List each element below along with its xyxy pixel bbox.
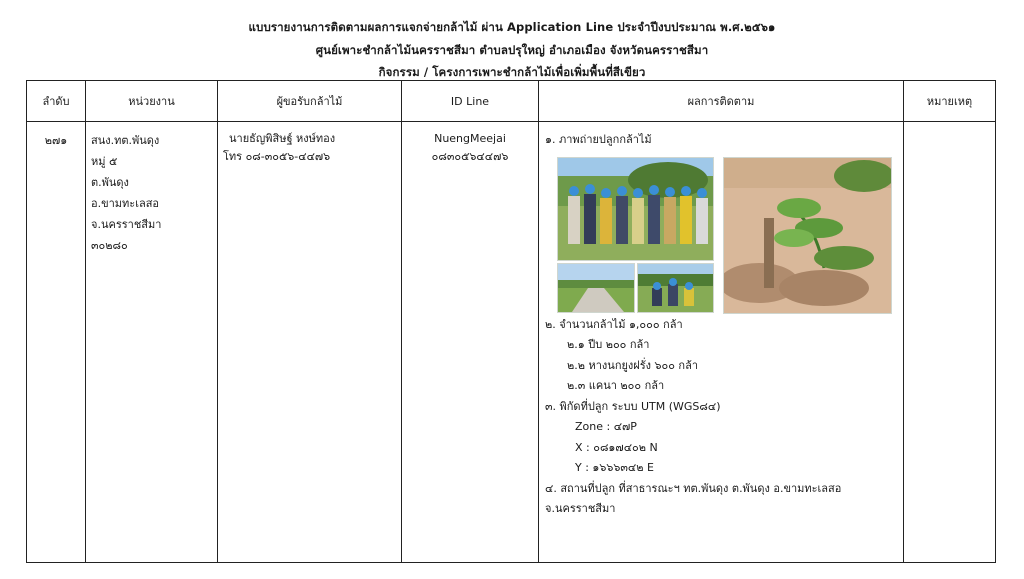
cell-line-id (402, 122, 539, 563)
result-item-location-cont: จ.นครราชสีมา (545, 502, 616, 515)
col-header-results: ผลการติดตาม (539, 81, 904, 122)
planting-group-photo (557, 157, 714, 261)
row-number: ๒๗๑ (44, 134, 68, 147)
report-title: แบบรายงานการติดตามผลการแจกจ่ายกล้าไม้ ผ่าน Application Line ประจำปีงบประมาณ พ.ศ.๒๕๖๑ (248, 20, 776, 34)
cell-agency (86, 122, 218, 563)
cell-results (539, 122, 904, 563)
coordinate-x: X : ๐๘๑๗๔๐๒ N (575, 440, 658, 454)
col-header-recipient: ผู้ขอรับกล้าไม้ (218, 81, 402, 122)
col-header-line-id: ID Line (402, 81, 539, 122)
result-item-coordinates: ๓. พิกัดที่ปลูก ระบบ UTM (WGS๘๔) (545, 399, 721, 413)
agency-line: จ.นครราชสีมา (91, 218, 162, 231)
planted-seedling-photo (723, 157, 892, 314)
result-item-seedling-count: ๒. จำนวนกล้าไม้ ๑,๐๐๐ กล้า (545, 317, 683, 331)
planting-activity-photo (637, 263, 714, 313)
table-header-row (27, 81, 996, 122)
agency-line: สนง.ทต.พันดุง (91, 134, 160, 147)
recipient-name: นายธัญพิสิษฐ์ หงษ์ทอง (229, 132, 336, 145)
line-id: NuengMeejai (434, 132, 506, 145)
col-header-number: ลำดับ (27, 81, 86, 122)
result-subitem: ๒.๑ ปีบ ๒๐๐ กล้า (567, 338, 650, 351)
agency-line: ๓๐๒๘๐ (91, 239, 128, 252)
line-phone: ๐๘๓๐๕๖๔๔๗๖ (431, 150, 509, 163)
result-subitem: ๒.๒ หางนกยูงฝรั่ง ๖๐๐ กล้า (567, 358, 698, 372)
agency-line: หมู่ ๕ (91, 155, 118, 168)
col-header-remark: หมายเหตุ (904, 81, 996, 122)
agency-line: อ.ขามทะเลสอ (91, 197, 160, 210)
recipient-phone: โทร ๐๘-๓๐๕๖-๔๔๗๖ (223, 150, 331, 163)
agency-line: ต.พันดุง (91, 176, 129, 189)
result-item-location: ๔. สถานที่ปลูก ที่สาธารณะฯ ทต.พันดุง ต.พันดุง อ.ขามทะเลสอ (545, 481, 842, 495)
cell-remark (904, 122, 996, 563)
coordinate-zone: Zone : ๔๗P (575, 420, 637, 433)
cell-recipient (218, 122, 402, 563)
road-photo (557, 263, 635, 313)
report-subtitle-activity: กิจกรรม / โครงการเพาะชำกล้าไม้เพื่อเพิ่มพื้นที่สีเขียว (378, 65, 646, 79)
result-item-photos: ๑. ภาพถ่ายปลูกกล้าไม้ (545, 133, 652, 146)
col-header-agency: หน่วยงาน (86, 81, 218, 122)
cell-number (27, 122, 86, 563)
table-row (27, 122, 996, 563)
photo-group (539, 157, 903, 347)
coordinate-y: Y : ๑๖๖๖๓๔๒ E (575, 461, 654, 474)
result-subitem: ๒.๓ แคนา ๒๐๐ กล้า (567, 379, 665, 392)
remark-text (904, 122, 995, 130)
report-subtitle-center: ศูนย์เพาะชำกล้าไม้นครราชสีมา ตำบลปรุใหญ่ อำเภอเมือง จังหวัดนครราชสีมา (315, 43, 709, 57)
report-table (26, 80, 996, 563)
